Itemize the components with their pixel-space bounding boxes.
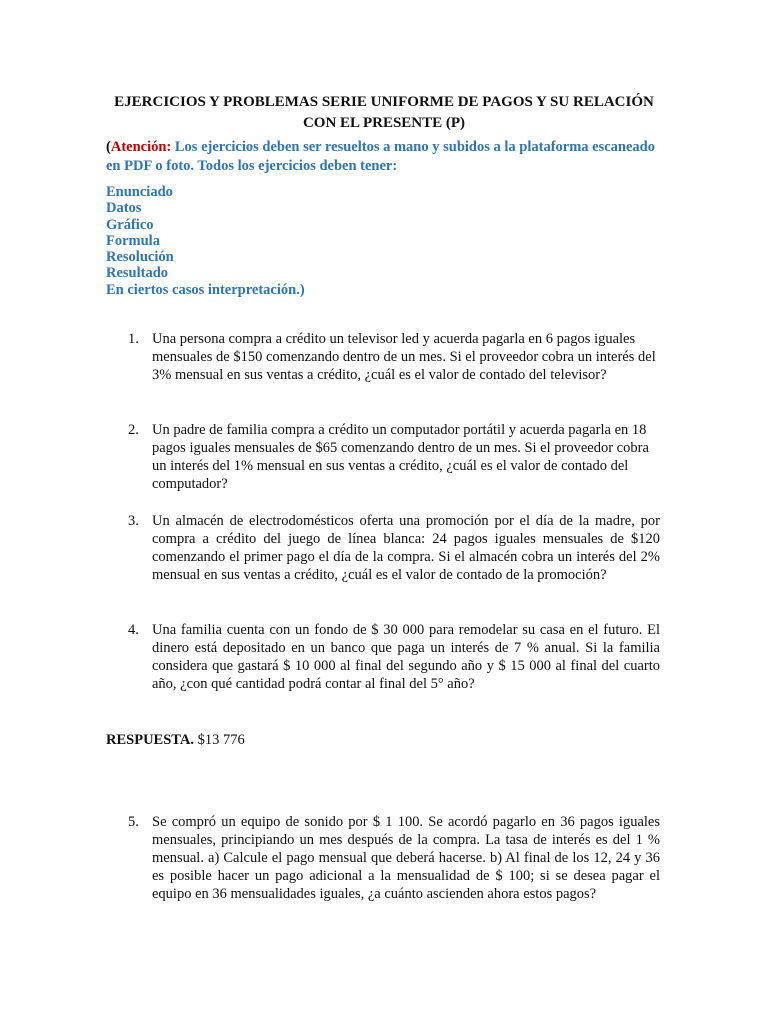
document-title	[100, 92, 668, 134]
exercise-4	[128, 621, 660, 693]
exercise-number: 1.	[128, 331, 139, 347]
answer-line	[106, 731, 245, 749]
exercise-3	[128, 512, 660, 584]
title-line-2: CON EL PRESENTE (P)	[302, 115, 466, 131]
answer-value: $13 776	[193, 732, 245, 748]
notice-open-paren: (	[106, 139, 111, 155]
requirement-item: Enunciado	[106, 184, 173, 200]
exercise-1	[128, 330, 660, 384]
requirements-list	[106, 184, 305, 298]
exercise-text: Un almacén de electrodomésticos oferta una promoción por el día de la madre, por compra a crédito del juego de línea blanca: 24 pagos iguales mensuales de $120 comenzando el primer pago el día de la compra. Si el almacén cobra un interés del 2% mensual en sus ventas a crédito, ¿cuál es el valor de contado de la promoción?	[152, 513, 660, 583]
exercise-number: 3.	[128, 513, 139, 529]
exercise-5	[128, 813, 660, 903]
exercise-text: Un padre de familia compra a crédito un computador portátil y acuerda pagarla en 18 pagos iguales mensuales de $65 comenzando dentro de un mes. Si el proveedor cobra un interés del 1% mensual en sus ventas a crédito, ¿cuál es el valor de contado del computador?	[152, 422, 649, 492]
exercise-number: 2.	[128, 422, 139, 438]
requirement-item: Formula	[106, 232, 160, 249]
attention-notice	[106, 138, 666, 176]
exercise-text: Una persona compra a crédito un televisor led y acuerda pagarla en 6 pagos iguales mensuales de $150 comenzando dentro de un mes. Si el proveedor cobra un interés del 3% mensual en sus ventas a crédito, ¿cuál es el valor de contado del televisor?	[152, 331, 656, 383]
requirement-item: Datos	[106, 200, 142, 217]
exercise-number: 4.	[128, 622, 139, 638]
exercise-number: 5.	[128, 814, 139, 830]
notice-text: Los ejercicios deben ser resueltos a mano y subidos a la plataforma escaneado en PDF o foto. Todos los ejercicios deben tener:	[106, 139, 655, 174]
requirement-item: Resolución	[106, 249, 174, 266]
requirement-item: En ciertos casos interpretación.)	[106, 281, 305, 298]
exercise-text: Se compró un equipo de sonido por $ 1 100. Se acordó pagarlo en 36 pagos iguales mensuales, principiando un mes después de la compra. La tasa de interés es del 1 % mensual. a) Calcule el pago mensual que deberá hacerse. b) Al final de los 12, 24 y 36 es posible hacer un pago adicional a la mensualidad de $ 100; si se desea pagar el equipo en 36 mensualidades iguales, ¿a cuánto ascienden ahora estos pagos?	[152, 814, 660, 902]
attention-label: Atención:	[110, 139, 172, 155]
title-line-1: EJERCICIOS Y PROBLEMAS SERIE UNIFORME DE PAGOS Y SU RELACIÓN	[114, 94, 654, 110]
answer-label: RESPUESTA.	[106, 732, 194, 748]
requirement-item: Gráfico	[106, 216, 154, 233]
exercise-text: Una familia cuenta con un fondo de $ 30 000 para remodelar su casa en el futuro. El dinero está depositado en un banco que paga un interés de 7 % anual. Si la familia considera que gastará $ 10 000 al final del segundo año y $ 15 000 al final del cuarto año, ¿con qué cantidad podrá contar al final del 5° año?	[152, 622, 660, 692]
requirement-item: Resultado	[106, 265, 169, 282]
exercise-2	[128, 421, 660, 493]
